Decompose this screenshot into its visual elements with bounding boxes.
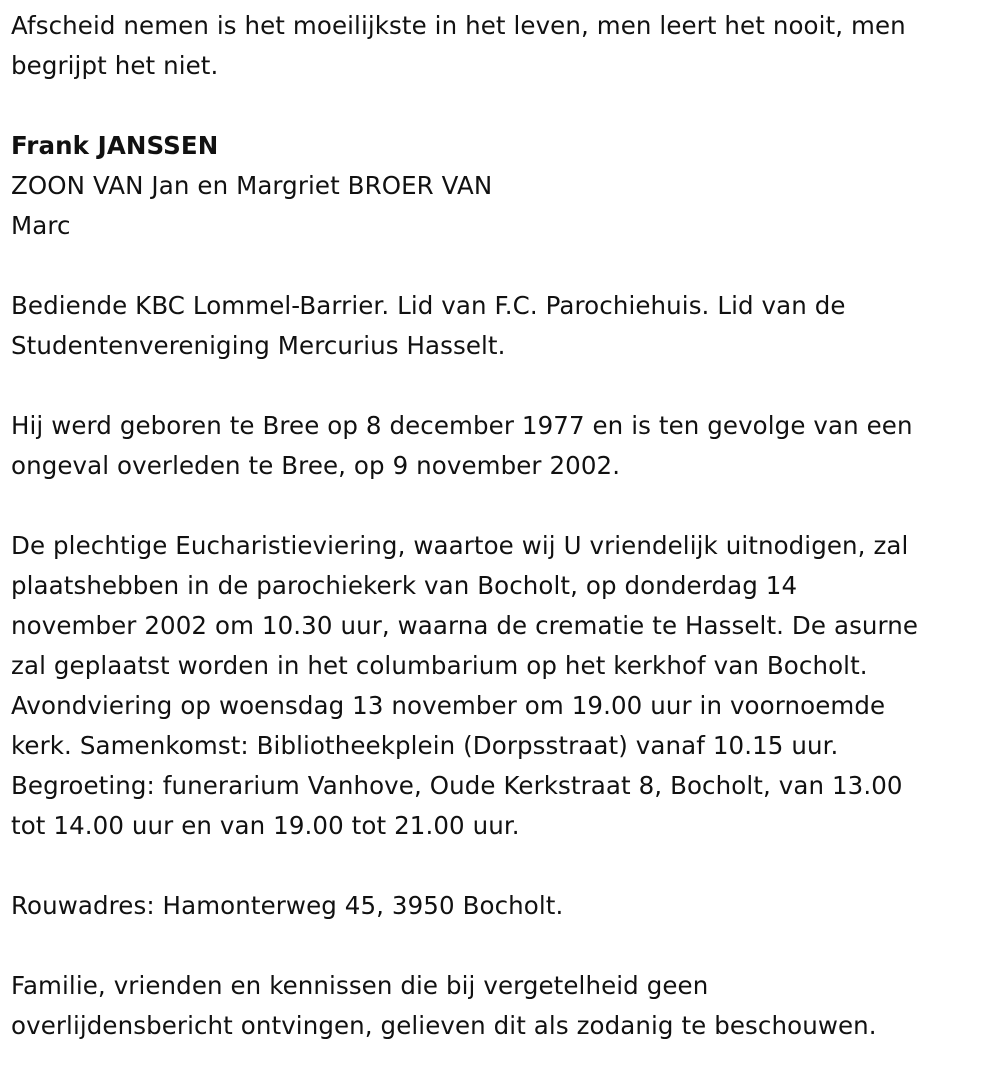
spacer [11, 846, 991, 886]
birth-death-line: ongeval overleden te Bree, op 9 november 2002. [11, 451, 621, 480]
spacer [11, 486, 991, 526]
spacer [11, 366, 991, 406]
mourning-address: Rouwadres: Hamonterweg 45, 3950 Bocholt. [11, 891, 564, 920]
motto-line: begrijpt het niet. [11, 51, 219, 80]
ceremony-paragraph [11, 526, 991, 846]
ceremony-line: plaatshebben in de parochiekerk van Bocholt, op donderdag 14 [11, 571, 798, 600]
ceremony-line: november 2002 om 10.30 uur, waarna de crematie te Hasselt. De asurne [11, 611, 919, 640]
deceased-name: Frank JANSSEN [11, 131, 219, 160]
occupation-paragraph [11, 286, 991, 366]
spacer [11, 86, 991, 126]
ceremony-line: Avondviering op woensdag 13 november om 19.00 uur in voornoemde [11, 691, 886, 720]
ceremony-line: zal geplaatst worden in het columbarium op het kerkhof van Bocholt. [11, 651, 868, 680]
ceremony-line: De plechtige Eucharistieviering, waartoe wij U vriendelijk uitnodigen, zal [11, 531, 909, 560]
ceremony-line: Begroeting: funerarium Vanhove, Oude Kerkstraat 8, Bocholt, van 13.00 [11, 771, 903, 800]
ceremony-line: kerk. Samenkomst: Bibliotheekplein (Dorpsstraat) vanaf 10.15 uur. [11, 731, 839, 760]
closing-paragraph [11, 966, 991, 1046]
motto-line: Afscheid nemen is het moeilijkste in het leven, men leert het nooit, men [11, 11, 906, 40]
birth-death-paragraph [11, 406, 991, 486]
occupation-line: Studentenvereniging Mercurius Hasselt. [11, 331, 506, 360]
relation-line: Marc [11, 211, 71, 240]
spacer [11, 246, 991, 286]
ceremony-line: tot 14.00 uur en van 19.00 tot 21.00 uur. [11, 811, 520, 840]
occupation-line: Bediende KBC Lommel-Barrier. Lid van F.C. Parochiehuis. Lid van de [11, 291, 846, 320]
relation-line: ZOON VAN Jan en Margriet BROER VAN [11, 171, 493, 200]
closing-line: Familie, vrienden en kennissen die bij vergetelheid geen [11, 971, 709, 1000]
spacer [11, 926, 991, 966]
birth-death-line: Hij werd geboren te Bree op 8 december 1977 en is ten gevolge van een [11, 411, 913, 440]
motto-paragraph [11, 6, 991, 86]
closing-line: overlijdensbericht ontvingen, gelieven dit als zodanig te beschouwen. [11, 1011, 877, 1040]
obituary-document [11, 6, 991, 1046]
